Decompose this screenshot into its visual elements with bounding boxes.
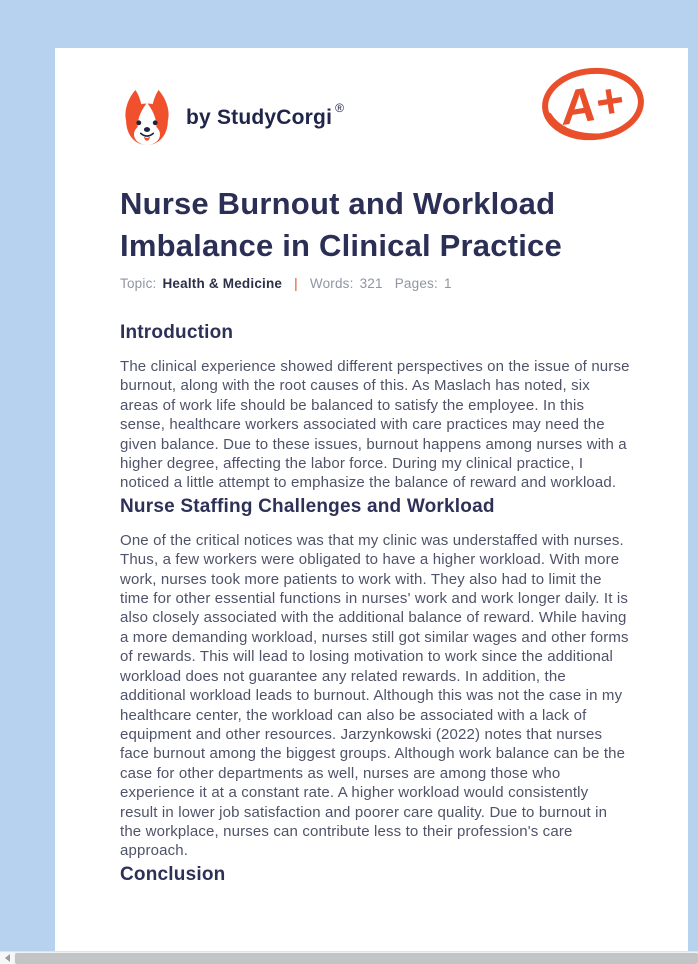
topic-label: Topic: [120, 276, 157, 291]
left-arrow-icon [5, 954, 10, 962]
topic-value: Health & Medicine [162, 276, 283, 291]
studycorgi-logo [120, 89, 344, 147]
logo-text: by StudyCorgi [186, 106, 333, 129]
section-heading-introduction: Introduction [120, 322, 234, 343]
corgi-icon [120, 89, 174, 147]
page-title: Nurse Burnout and Workload Imbalance in Clinical Practice [120, 186, 562, 263]
a-plus-stamp-icon [540, 63, 646, 145]
scrollbar-thumb[interactable] [15, 953, 698, 964]
section-heading-staffing: Nurse Staffing Challenges and Workload [120, 495, 495, 517]
registered-trademark-icon: ® [335, 101, 344, 115]
pages-value: 1 [443, 276, 452, 291]
section-body-staffing: One of the critical notices was that my clinic was understaffed with nurses. Thus, a few workers were obligated to have a higher workload. With more work, nurses took more patients to work with. They also had to limit the time for other essential functions in nurses' work and work longer daily. It is also closely associated with the additional balance of reward. While having a more demanding workload, nurses still got similar wages and other forms of rewards. This will lead to losing motivation to work since the additional workload does not guarantee any related rewards. In addition, the additional workload leads to burnout. Although this was not the case in my healthcare center, the workload can also be associated with a lack of equipment and other resources. Jarzynkowski (2022) notes that nurses face burnout among the biggest groups. Although work balance can be the case for other departments as well, nurses are among those who experience it at a constant rate. A higher workload would consistently result in lower job satisfaction and poorer care quality. Due to burnout in the workplace, nurses can contribute less to their profession's care approach. [120, 531, 629, 860]
section-body-introduction: The clinical experience showed different perspectives on the issue of nurse burnout, along with the root causes of this. As Maslach has noted, six areas of work life should be balanced to satisfy the employee. In this sense, healthcare workers associated with care practices may need the given balance. Due to these issues, burnout happens among nurses with a higher degree, affecting the labor force. During my clinical practice, I noticed a little attempt to emphasize the balance of reward and workload. [120, 358, 630, 492]
document-meta [120, 276, 630, 291]
meta-divider: | [294, 276, 298, 291]
horizontal-scrollbar[interactable] [0, 951, 698, 964]
badge-text: A+ [556, 73, 628, 136]
document-card [55, 48, 688, 964]
words-label: Words: [309, 276, 354, 291]
pages-label: Pages: [394, 276, 438, 291]
section-heading-conclusion: Conclusion [120, 863, 226, 885]
scroll-left-button[interactable] [0, 952, 14, 964]
document-header [120, 75, 630, 147]
words-value: 321 [359, 276, 383, 291]
document-content [55, 48, 688, 887]
